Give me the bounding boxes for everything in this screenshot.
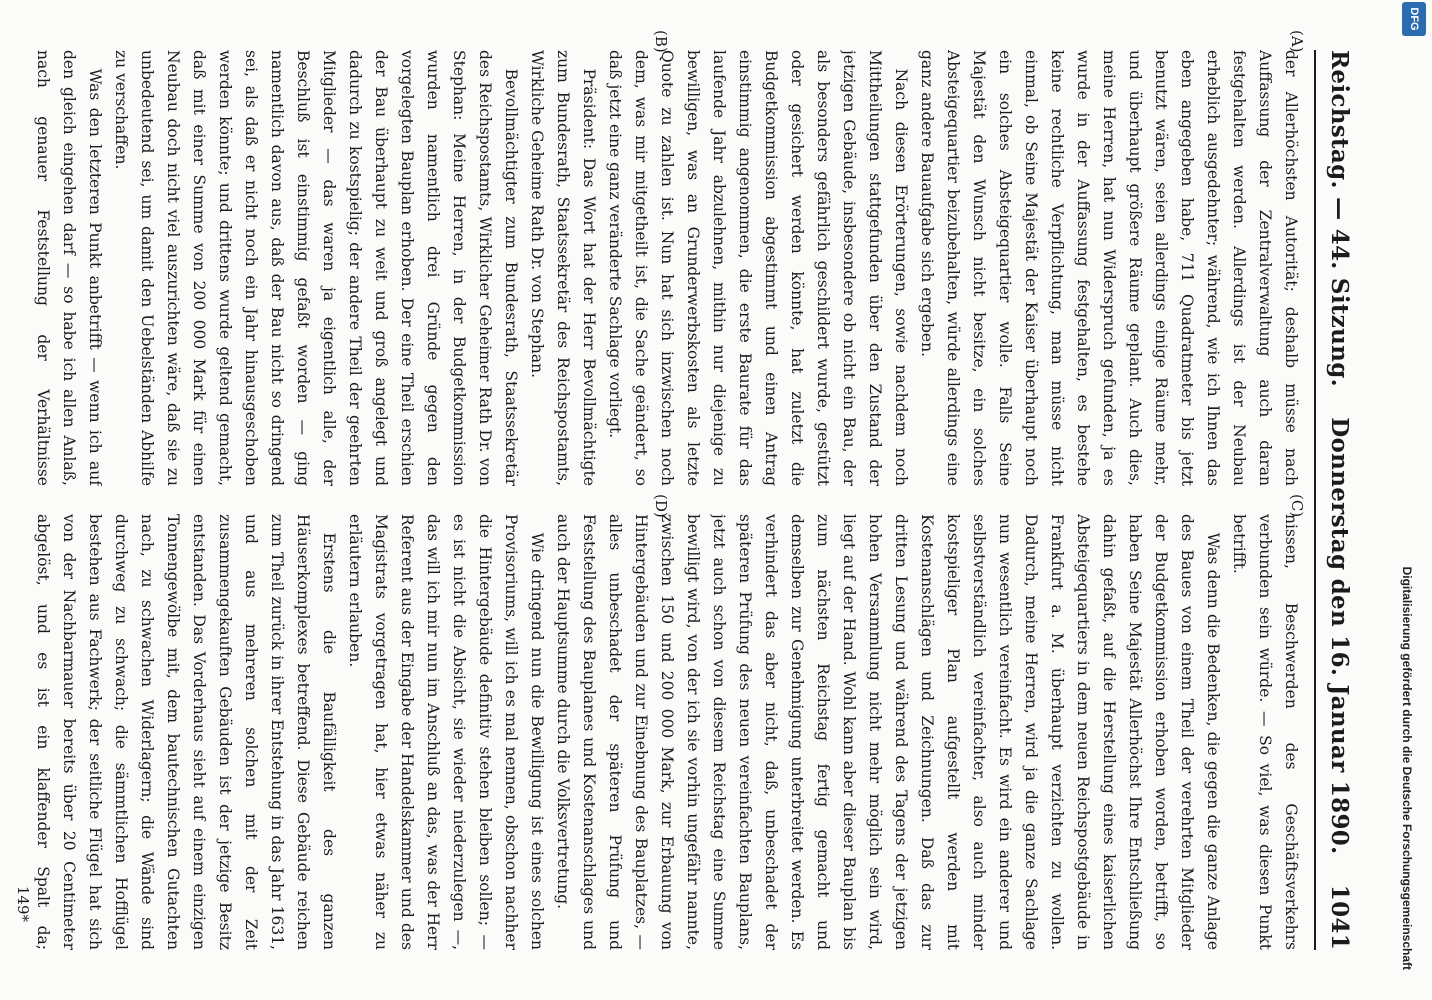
page-number: 1041 — [1326, 884, 1354, 950]
header-left: Reichstag. — 44. Sitzung. — [1326, 50, 1354, 387]
margin-marker-a: (A) — [1288, 30, 1306, 53]
paragraph: Erstens die Baufälligkeit des ganzen Häuserkomplexes betreffend. Diese Gebäude reichen zum Theil zurück in ihrer Entstehung in das Jahr 1631, und aus mehreren solchen mit der Zeit zusammengekauften Gebäuden ist der jetzige Besitz entstanden. Das Vorderhaus sieht auf einem einzigen Tonnengewölbe mit, dem bautechnischen Gutachten nach, zu schwachen Widerlagern; die Wände sind durchweg zu schwach; die sämmtlichen Hofflügel bestehen aus Fachwerk; der seitliche Flügel hat sich von der Nachbarmauer bereits über 20 Centimeter abgelöst, und es ist ein klaffender Spalt da; — [34, 514, 338, 950]
paragraph: Was denn die Bedenken, die gegen die ganze Anlage des Baues von einem Theil der verehrten Mitglieder der Budgetkommission erhoben worden, betrifft, so haben Seine Majestät Allerhöchst Ihre Entschließung dahin gefaßt, auf die Herstellung eines kaiserlichen Absteigequartiers in dem neuen Reichspostgebäude in Frankfurt a. M. überhaupt verzichten zu wollen. Dadurch, meine Herren, wird ja die ganze Sachlage nun wesentlich vereinfacht. Es wird ein anderer und selbstverständlich vereinfachter, also auch minder kostspieliger Plan aufgestellt werden mit Kostenanschlägen und Zeichnungen. Daß das zur dritten Lesung und während des Tagens der jetzigen hohen Versammlung nicht mehr möglich sein wird, liegt auf der Hand. Wohl kann aber dieser Bauplan bis zum nächsten Reichstag fertig gemacht und demselben zur Genehmigung unterbreitet werden. Es verhindert das aber nicht, daß, unbeschadet der späteren Prüfung des neuen vereinfachten Bauplans, jetzt auch schon von diesem Reichstag eine Summe bewilligt wird, von der ich sie vorhin ungefähr nannte, zwischen 150 und 200 000 Mark, zur Erbauung von Hintergebäuden und zur Einebnung des Bauplatzes, — alles unbeschadet der späteren Prüfung und Feststellung des Bauplanes und Kostenanschlages und auch der Hauptsumme durch die Volksvertretung. — [554, 514, 1222, 950]
page-header — [1320, 50, 1360, 950]
paragraph: Nach diesen Erörterungen, sowie nachdem noch Mittheilungen stattgefunden über den Zustand der jetzigen Gebäude, insbesondere ob nicht ein Bau, der als besonders gefährlich geschildert wurde, gestützt oder gesichert werden könnte, hat zuletzt die Budgetkommission abgestimmt und einen Antrag einstimmig angenommen, die erste Baurate für das laufende Jahr abzulehnen, mithin nur diejenige zu bewilligen, was an Grunderwerbskosten als letzte Quote zu zahlen ist. Nun hat sich inzwischen noch dem, was mir mitgetheilt ist, die Sache geändert, so daß jetzt eine ganz veränderte Sachlage vorliegt. — [606, 50, 910, 486]
header-rule — [1314, 50, 1316, 950]
digitization-note-text: Digitalisierung gefördert durch die Deutsche Forschungsgemeinschaft — [1400, 566, 1414, 970]
paragraph: Bevollmächtigter zum Bundesrath, Staatssekretär des Reichspostamts, Wirklicher Geheimer Rath Dr. von Stephan: Meine Herren, in der Budgetkommission wurden namentlich drei Gründe gegen den vorgelegten Bauplan erhoben. Der eine Theil erschien der Bau überhaupt zu weit und groß angelegt und dadurch zu kostspielig; der andere Theil der geehrten Mitglieder — das waren ja eigentlich alle, der Beschluß ist einstimmig gefaßt worden — ging namentlich davon aus, daß der Bau nicht so dringend sei, als daß er nicht noch ein Jahr hinausgeschoben werden könnte; und drittens wurde geltend gemacht, daß mit einer Summe von 200 000 Mark für einen Neubau doch nicht viel auszurichten wäre, daß sie zu unbedeutend sei, um damit den Uebelständen Abhilfe zu verschaffen. — [112, 50, 520, 486]
dfg-logo-text: DFG — [1408, 7, 1420, 31]
dfg-logo — [1402, 2, 1426, 36]
digitization-note — [1395, 40, 1419, 970]
margin-marker-b: (B) — [652, 30, 670, 53]
paragraph: Präsident: Das Wort hat der Herr Bevollmächtigte zum Bundesrath, Staatssekretär des Reichspostamts, Wirkliche Geheime Rath Dr. von Stephan. — [528, 50, 598, 486]
page-footer-signature: 149* — [14, 885, 32, 922]
paragraph: nissen, Beschwerden des Geschäftsverkehrs verbunden sein würde. — So viel, was diesen Punkt betrifft. — [1230, 514, 1300, 950]
margin-marker-d: (D) — [652, 494, 670, 518]
paragraph: der Allerhöchsten Autorität; deshalb müsse nach Auffassung der Zentralverwaltung auch daran festgehalten werden. Allerdings ist der Neubau erheblich ausgedehnter; während, wie ich Ihnen das eben angegeben habe, 711 Quadratmeter bis jetzt benutzt wären, seien allerdings einige Räume mehr, und überhaupt größere Räume geplant. Auch dies, meine Herren, hat nun Widerspruch gefunden, ja es wurde in der Auffassung festgehalten, es bestehe keine rechtliche Verpflichtung, man müsse nicht einmal, ob Seine Majestät der Kaiser überhaupt noch ein solches Absteigequartier wolle. Falls Seine Majestät den Wunsch nicht besitze, ein solches Absteigequartier beizubehalten, würde allerdings eine ganz andere Bauaufgabe sich ergeben. — [918, 50, 1300, 486]
right-column — [34, 514, 1304, 950]
header-date: Donnerstag den 16. Januar 1890. — [1326, 417, 1354, 855]
rotated-page-content — [10, 30, 1370, 970]
margin-marker-c: (C) — [1288, 494, 1306, 518]
paragraph: Was den letzteren Punkt anbetrifft — wenn ich auf den gleich eingehen darf — so habe ich allen Anlaß, nach genauer Feststellung der Verhältnisse — [34, 50, 104, 486]
left-column — [34, 50, 1304, 486]
paragraph: Wie dringend nun die Bewilligung ist eines solchen Provisoriums, will ich es mal nennen, obschon nachher die Hintergebäude definitiv stehen bleiben sollen; — es ist nicht die Absicht, sie wieder niederzulegen —, das will ich mir nun im Anschluß an das, was der Herr Referent aus der Eingabe der Handelskammer und des Magistrats vorgetragen hat, hier etwas näher zu erläutern erlauben. — [346, 514, 546, 950]
